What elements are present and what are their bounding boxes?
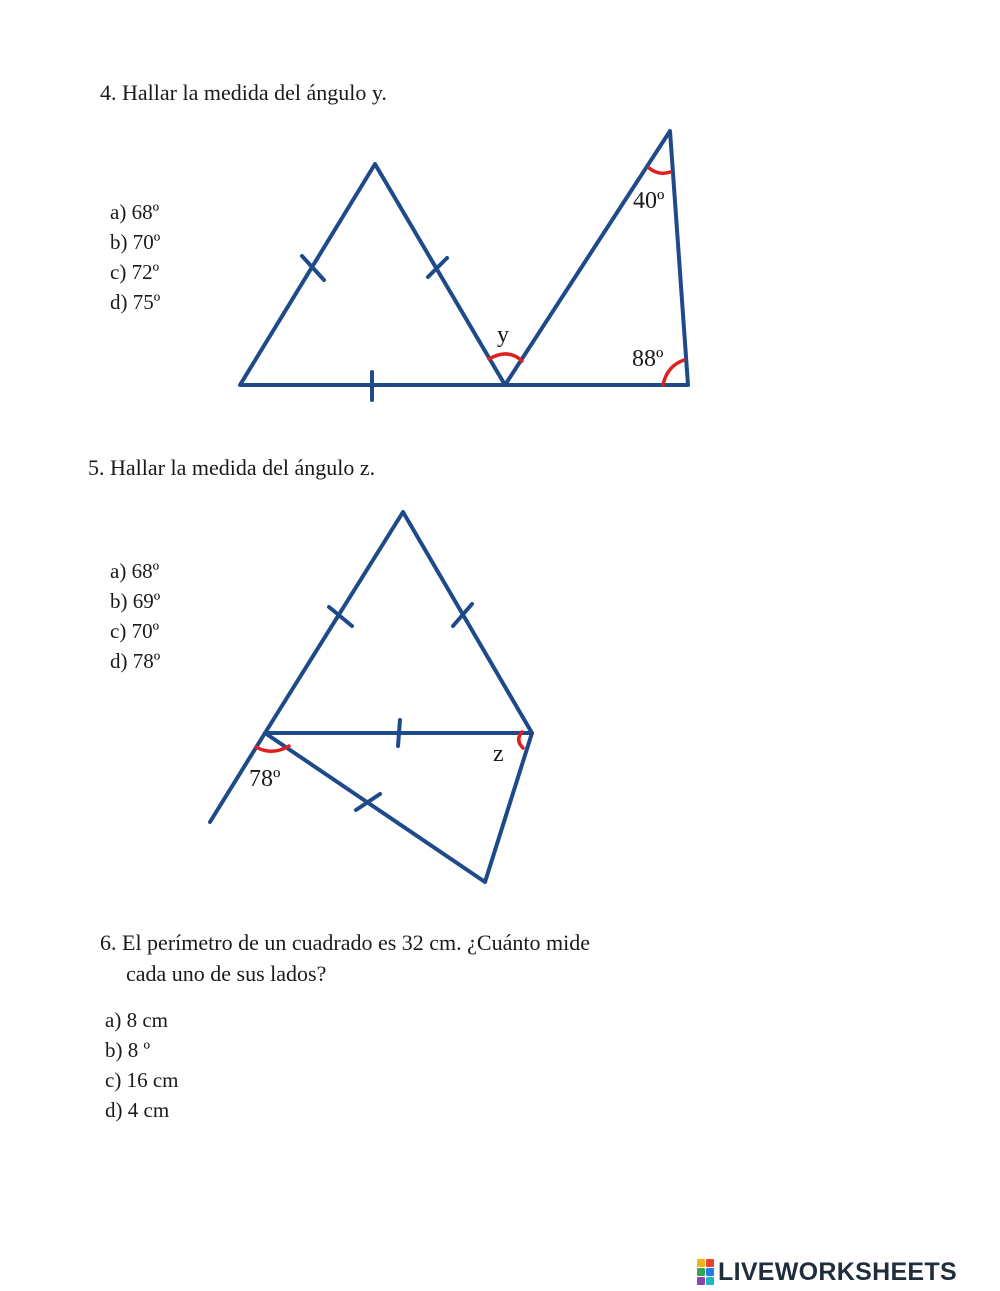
option-d[interactable]: d) 75º [110, 290, 161, 314]
angle-label-88: 88º [632, 346, 664, 372]
liveworksheets-logo [697, 1255, 957, 1289]
option-b[interactable]: b) 8 º [105, 1038, 151, 1062]
question-6-title-line1: 6. El perímetro de un cuadrado es 32 cm. ¿Cuánto mide [100, 930, 590, 955]
lower-triangle-q5 [265, 733, 532, 882]
angle-label-78: 78º [249, 766, 281, 792]
equilateral-triangle-q5 [265, 512, 532, 733]
option-a[interactable]: a) 8 cm [105, 1008, 168, 1032]
option-c[interactable]: c) 72º [110, 260, 160, 284]
angle-arc-y [489, 354, 522, 361]
option-c[interactable]: c) 16 cm [105, 1068, 179, 1092]
liveworksheets-logo-icon [697, 1259, 714, 1285]
option-d[interactable]: d) 78º [110, 649, 161, 673]
question-5-title: 5. Hallar la medida del ángulo z. [88, 455, 376, 480]
question-4-title: 4. Hallar la medida del ángulo y. [100, 80, 387, 105]
question-6-title-line2: cada uno de sus lados? [126, 961, 327, 986]
angle-label-y: y [497, 322, 509, 348]
angle-arc-40 [649, 168, 670, 173]
angle-arc-88 [663, 360, 684, 385]
option-c[interactable]: c) 70º [110, 619, 160, 643]
tick-mark [398, 720, 400, 746]
option-a[interactable]: a) 68º [110, 559, 160, 583]
option-b[interactable]: b) 70º [110, 230, 161, 254]
option-d[interactable]: d) 4 cm [105, 1098, 170, 1122]
brand-name: LIVEWORKSHEETS [718, 1257, 957, 1286]
angle-arc-78 [256, 746, 289, 751]
angle-label-40: 40º [633, 188, 665, 214]
option-b[interactable]: b) 69º [110, 589, 161, 613]
equilateral-triangle-q4 [240, 164, 505, 385]
option-a[interactable]: a) 68º [110, 200, 160, 224]
angle-label-z: z [493, 741, 504, 767]
